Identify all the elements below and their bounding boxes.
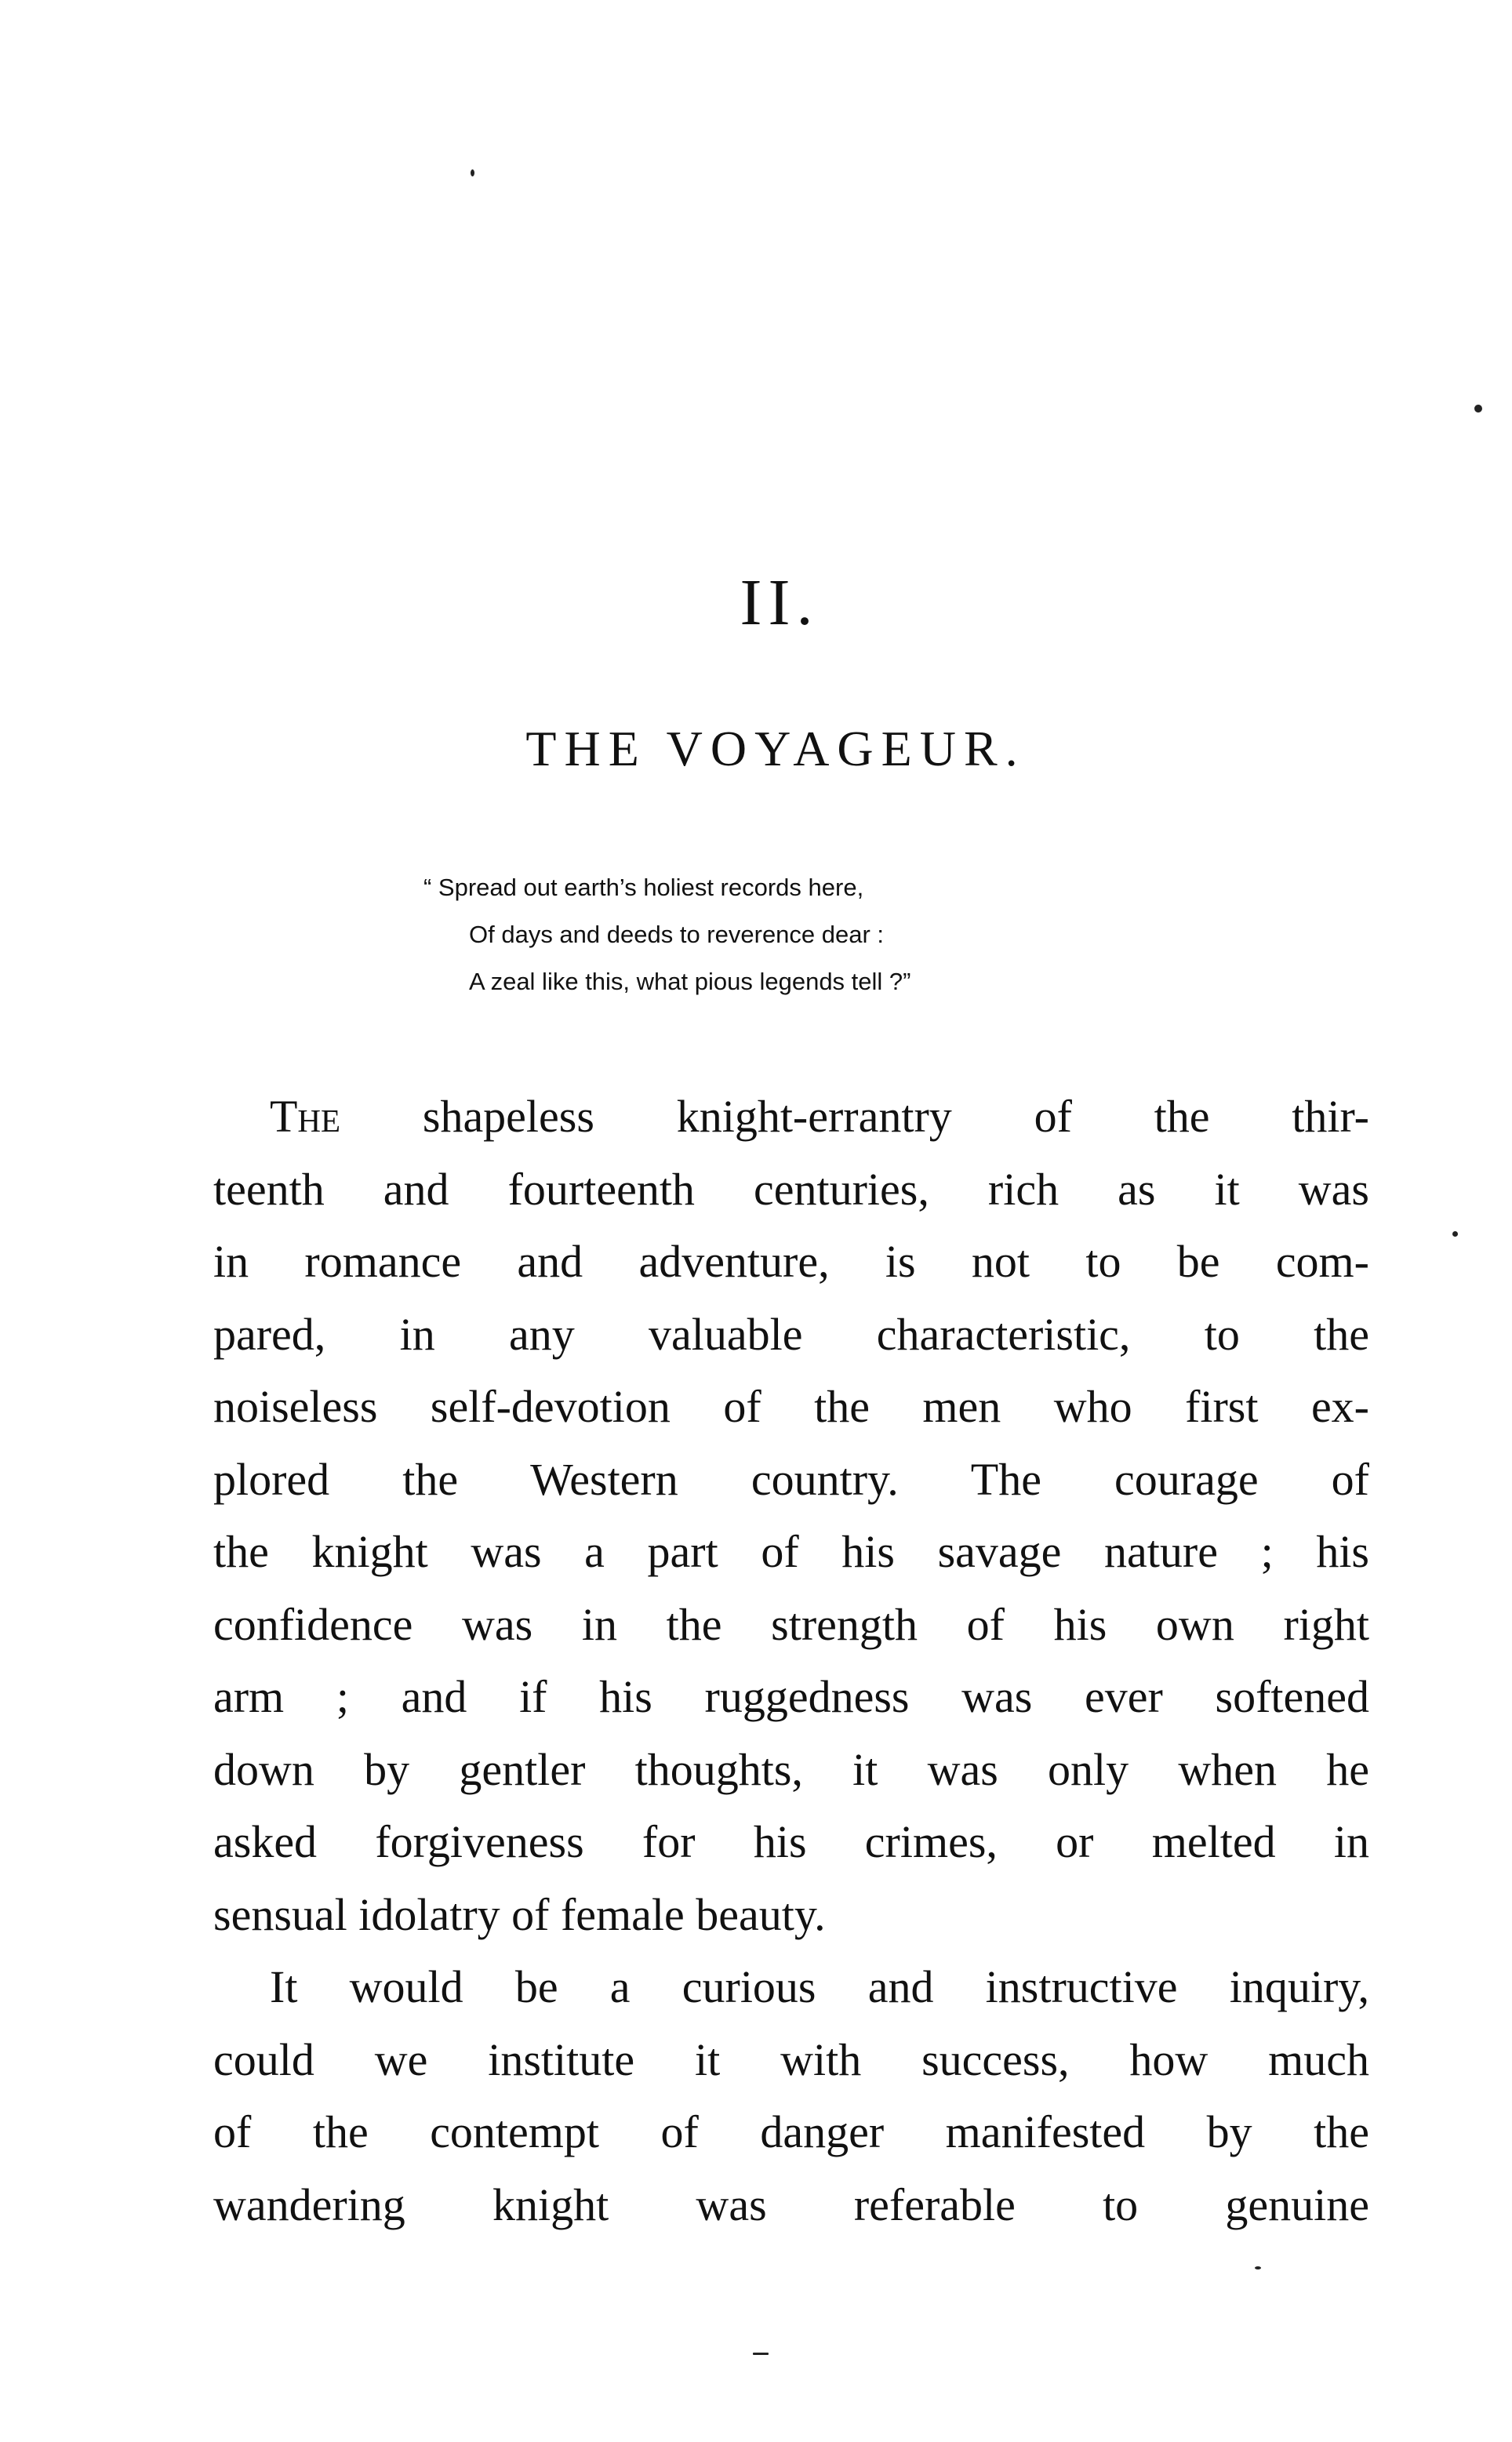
scan-speck (753, 2353, 769, 2355)
text-line: arm ; and if his ruggedness was ever softened (213, 1671, 1369, 1722)
epigraph-line: “ Spread out earth’s holiest records here, (423, 874, 864, 901)
chapter-title: THE VOYAGEUR. (525, 721, 1026, 776)
text-line: plored the Western country. The courage of (213, 1453, 1369, 1505)
text-line: teenth and fourteenth centuries, rich as it was (213, 1163, 1369, 1215)
paragraph (213, 1951, 1369, 2241)
text-line: asked forgiveness for his crimes, or melted in (213, 1816, 1369, 1867)
body-text (213, 1081, 1369, 2241)
scan-speck (1255, 2266, 1261, 2269)
text-line: the knight was a part of his savage nature ; his (213, 1526, 1369, 1577)
text-line: wandering knight was referable to genuine (213, 2179, 1369, 2230)
text-line: of the contempt of danger manifested by the (213, 2106, 1369, 2157)
epigraph-line: Of days and deeds to reverence dear : (469, 921, 885, 948)
scan-speck (1452, 1231, 1458, 1237)
text-line: down by gentler thoughts, it was only when he (213, 1743, 1369, 1795)
text-line: pared, in any valuable characteristic, to the (213, 1308, 1369, 1360)
text-line (213, 1081, 1369, 1154)
epigraph-line: A zeal like this, what pious legends tell ?” (469, 968, 911, 995)
text-line: could we institute it with success, how much (213, 2033, 1369, 2085)
text-line: sensual idolatry of female beauty. (213, 1888, 826, 1940)
dropcap-word: The (270, 1091, 341, 1142)
text-line: It would be a curious and instructive inquiry, (270, 1961, 1369, 2012)
chapter-number: II. (740, 566, 820, 639)
text-line-content: shapeless knight-errantry of the thir- (340, 1091, 1369, 1142)
text-line: confidence was in the strength of his own right (213, 1598, 1369, 1650)
text-line: in romance and adventure, is not to be com- (213, 1236, 1369, 1287)
scan-speck (1473, 403, 1484, 414)
paragraph (213, 1081, 1369, 1951)
scan-speck (471, 169, 474, 176)
text-line: noiseless self-devotion of the men who first ex- (213, 1381, 1369, 1432)
epigraph (423, 864, 1176, 1005)
